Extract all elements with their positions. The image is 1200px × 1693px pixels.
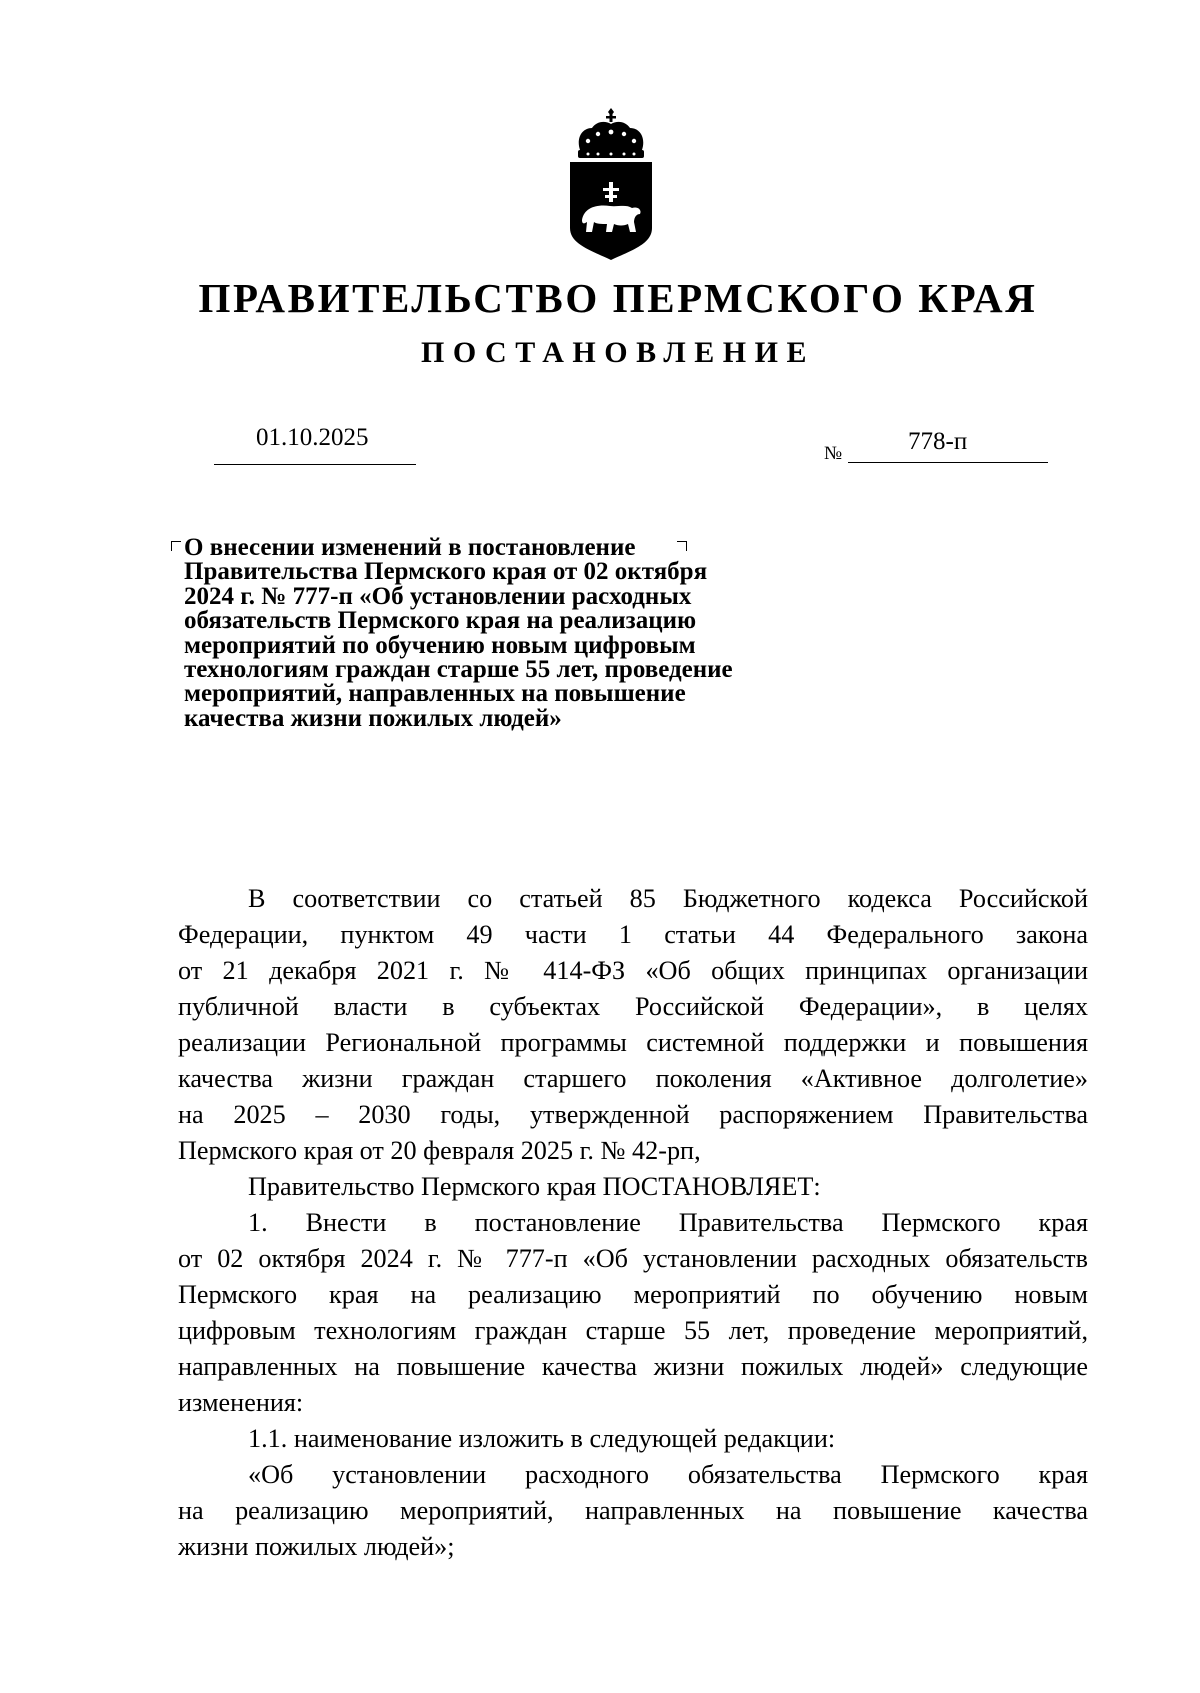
preamble-line: от 21 декабря 2021 г. № 414-ФЗ «Об общих принципах организации [178,956,1088,985]
preamble-line: на 2025 – 2030 годы, утвержденной распоряжением Правительства [178,1100,1088,1129]
item1-1-line: 1.1. наименование изложить в следующей редакции: [248,1424,836,1453]
subject-line: Правительства Пермского края от 02 октября [184,558,708,586]
subject-line: технологиям граждан старше 55 лет, проведение [184,656,733,684]
resolves-line: Правительство Пермского края ПОСТАНОВЛЯЕТ: [248,1172,821,1201]
item1-line: направленных на повышение качества жизни пожилых людей» следующие [178,1352,1088,1381]
item1-line: 1. Внести в постановление Правительства Пермского края [248,1208,1088,1237]
subject-line: О внесении изменений в постановление [184,534,636,561]
document-kind-title: ПОСТАНОВЛЕНИЕ [421,336,815,369]
quote-line: жизни пожилых людей»; [178,1532,455,1561]
document-date: 01.10.2025 [256,424,369,451]
government-title: ПРАВИТЕЛЬСТВО ПЕРМСКОГО КРАЯ [198,275,1038,321]
preamble-line: Федерации, пунктом 49 части 1 статьи 44 Федерального закона [178,920,1088,949]
subject-line: мероприятий, направленных на повышение [184,680,686,708]
document-body [178,881,1088,1565]
subject-bracket-left [171,541,181,551]
preamble-line: реализации Региональной программы системной поддержки и повышения [178,1028,1088,1057]
preamble-line: В соответствии со статьей 85 Бюджетного кодекса Российской [248,884,1088,913]
number-sign: № [824,443,843,464]
quote-line: на реализацию мероприятий, направленных на повышение качества [178,1496,1088,1525]
subject-line: мероприятий по обучению новым цифровым [184,631,696,659]
number-field [848,428,1048,463]
document-number: 778-п [908,428,968,455]
coat-of-arms-emblem [566,108,656,260]
quote-line: «Об установлении расходного обязательства Пермского края [248,1460,1088,1489]
item1-line: цифровым технологиям граждан старше 55 лет, проведение мероприятий, [178,1316,1088,1345]
subject-line: 2024 г. № 777-п «Об установлении расходных [184,582,692,610]
document-subject [184,536,824,731]
preamble-line: публичной власти в субъектах Российской Федерации», в целях [178,992,1088,1021]
subject-line: качества жизни пожилых людей» [184,704,562,732]
date-field [214,424,416,465]
item1-line: изменения: [178,1388,304,1417]
item1-line: Пермского края на реализацию мероприятий по обучению новым [178,1280,1088,1309]
subject-line: обязательств Пермского края на реализацию [184,607,697,635]
item1-line: от 02 октября 2024 г. № 777-п «Об установлении расходных обязательств [178,1244,1088,1273]
preamble-line: качества жизни граждан старшего поколения «Активное долголетие» [178,1064,1088,1093]
preamble-line: Пермского края от 20 февраля 2025 г. № 42-рп, [178,1136,701,1165]
